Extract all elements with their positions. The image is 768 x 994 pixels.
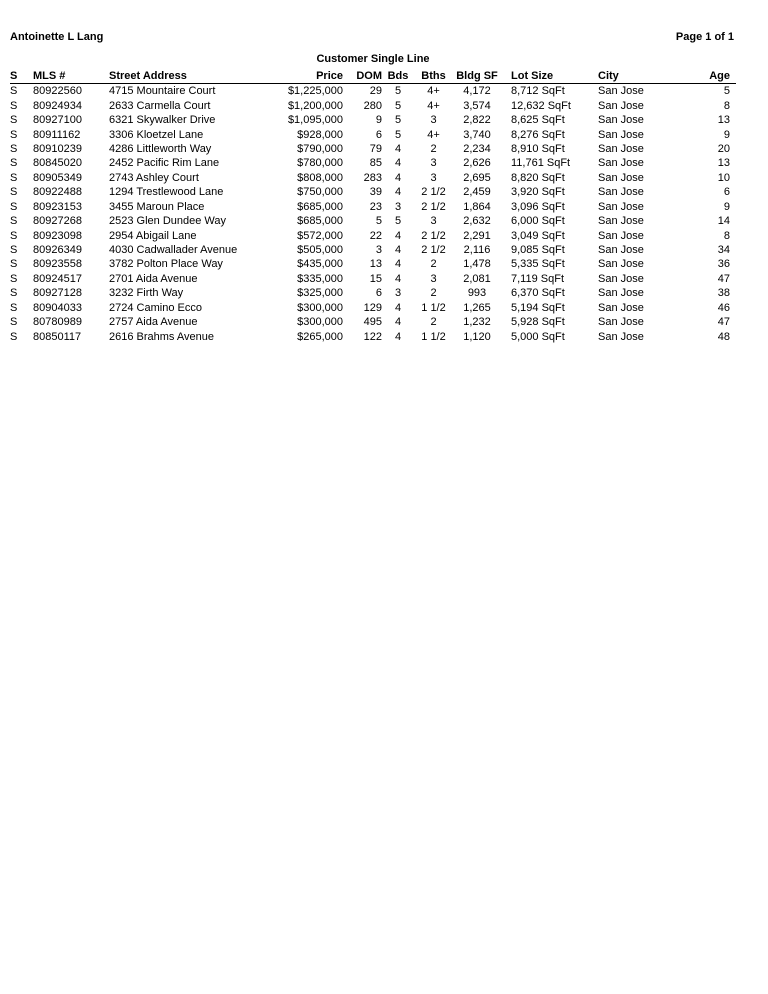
table-row — [10, 286, 736, 300]
cell-lot-size: 3,920 SqFt — [511, 186, 565, 199]
cell-mls: 80924517 — [33, 272, 82, 285]
cell-dom: 129 — [363, 301, 382, 314]
table-row — [10, 228, 736, 242]
cell-dom: 13 — [369, 258, 382, 271]
cell-bldg-sf: 1,864 — [463, 200, 491, 213]
cell-beds: 4 — [394, 258, 402, 271]
cell-street-address: 3306 Kloetzel Lane — [109, 128, 204, 141]
cell-mls: 80927268 — [33, 215, 82, 228]
cell-baths: 3 — [430, 272, 437, 285]
cell-beds: 4 — [394, 229, 402, 242]
cell-bldg-sf: 2,632 — [463, 215, 491, 228]
cell-mls: 80924934 — [33, 99, 82, 112]
cell-age: 46 — [717, 301, 730, 314]
cell-age: 13 — [717, 114, 730, 127]
col-header-baths: Bths — [414, 68, 453, 84]
cell-street-address: 4030 Cadwallader Avenue — [109, 244, 238, 257]
cell-dom: 22 — [369, 229, 382, 242]
cell-baths: 2 — [430, 316, 437, 329]
cell-age: 20 — [717, 142, 730, 155]
cell-city: San Jose — [598, 128, 644, 141]
cell-lot-size: 8,712 SqFt — [511, 85, 565, 98]
cell-mls: 80780989 — [33, 316, 82, 329]
cell-mls: 80910239 — [33, 142, 82, 155]
col-header-dom: DOM — [343, 68, 382, 84]
cell-beds: 5 — [394, 128, 402, 141]
cell-baths: 3 — [430, 215, 437, 228]
cell-bldg-sf: 993 — [467, 287, 487, 300]
cell-price: $300,000 — [297, 301, 343, 314]
cell-city: San Jose — [598, 200, 644, 213]
cell-bldg-sf: 2,695 — [463, 171, 491, 184]
cell-bldg-sf: 3,574 — [463, 99, 491, 112]
table-row — [10, 171, 736, 185]
cell-baths: 3 — [430, 114, 437, 127]
cell-price: $808,000 — [297, 171, 343, 184]
cell-lot-size: 8,910 SqFt — [511, 142, 565, 155]
cell-mls: 80911162 — [33, 128, 81, 141]
cell-mls: 80927128 — [33, 287, 82, 300]
cell-lot-size: 6,000 SqFt — [511, 215, 565, 228]
cell-baths: 1 1/2 — [421, 301, 446, 314]
cell-beds: 5 — [394, 85, 402, 98]
cell-city: San Jose — [598, 301, 644, 314]
cell-city: San Jose — [598, 330, 644, 343]
cell-street-address: 2954 Abigail Lane — [109, 229, 197, 242]
cell-baths: 2 — [430, 287, 437, 300]
cell-city: San Jose — [598, 99, 644, 112]
cell-age: 13 — [717, 157, 730, 170]
cell-city: San Jose — [598, 114, 644, 127]
cell-mls: 80904033 — [33, 301, 82, 314]
cell-baths: 2 1/2 — [421, 229, 446, 242]
cell-lot-size: 5,194 SqFt — [511, 301, 565, 314]
cell-dom: 6 — [375, 287, 382, 300]
cell-bldg-sf: 2,822 — [463, 114, 491, 127]
cell-street-address: 4286 Littleworth Way — [109, 142, 212, 155]
cell-baths: 4+ — [427, 128, 440, 141]
cell-city: San Jose — [598, 171, 644, 184]
cell-street-address: 2724 Camino Ecco — [109, 301, 202, 314]
page-number: Page 1 of 1 — [675, 31, 734, 43]
cell-price: $300,000 — [297, 316, 343, 329]
cell-city: San Jose — [598, 142, 644, 155]
cell-city: San Jose — [598, 272, 644, 285]
cell-mls: 80922488 — [33, 186, 82, 199]
cell-status: S — [10, 128, 18, 141]
table-row — [10, 272, 736, 286]
cell-price: $790,000 — [297, 142, 343, 155]
cell-city: San Jose — [598, 229, 644, 242]
cell-age: 8 — [723, 229, 730, 242]
cell-age: 8 — [723, 99, 730, 112]
cell-bldg-sf: 2,234 — [463, 142, 491, 155]
cell-dom: 23 — [369, 200, 382, 213]
cell-beds: 4 — [394, 186, 402, 199]
report-title: Customer Single Line — [316, 53, 430, 65]
cell-mls: 80923153 — [33, 200, 82, 213]
table-row — [10, 329, 736, 343]
cell-mls: 80923558 — [33, 258, 82, 271]
cell-price: $505,000 — [297, 244, 343, 257]
table-row — [10, 127, 736, 141]
cell-baths: 2 1/2 — [421, 186, 446, 199]
agent-name: Antoinette L Lang — [10, 31, 104, 43]
cell-price: $335,000 — [297, 272, 343, 285]
col-header-city: City — [598, 68, 678, 84]
cell-status: S — [10, 85, 18, 98]
cell-baths: 2 1/2 — [421, 200, 446, 213]
cell-age: 34 — [717, 244, 730, 257]
cell-lot-size: 8,276 SqFt — [511, 128, 565, 141]
cell-price: $265,000 — [297, 330, 343, 343]
cell-status: S — [10, 272, 18, 285]
cell-price: $1,095,000 — [287, 114, 343, 127]
cell-age: 14 — [717, 215, 730, 228]
cell-age: 47 — [717, 316, 730, 329]
cell-price: $435,000 — [297, 258, 343, 271]
table-body — [10, 84, 736, 344]
cell-street-address: 2452 Pacific Rim Lane — [109, 157, 220, 170]
cell-mls: 80845020 — [33, 157, 82, 170]
cell-dom: 9 — [375, 114, 382, 127]
cell-street-address: 3455 Maroun Place — [109, 200, 205, 213]
cell-baths: 4+ — [427, 85, 440, 98]
cell-age: 47 — [717, 272, 730, 285]
cell-status: S — [10, 244, 18, 257]
cell-dom: 6 — [375, 128, 382, 141]
cell-price: $325,000 — [297, 287, 343, 300]
cell-street-address: 2633 Carmella Court — [109, 99, 211, 112]
cell-price: $928,000 — [297, 128, 343, 141]
cell-city: San Jose — [598, 244, 644, 257]
col-header-beds: Bds — [382, 68, 414, 84]
cell-bldg-sf: 1,120 — [463, 330, 491, 343]
table-row — [10, 301, 736, 315]
cell-street-address: 6321 Skywalker Drive — [109, 114, 216, 127]
cell-city: San Jose — [598, 316, 644, 329]
cell-beds: 4 — [394, 316, 402, 329]
cell-beds: 4 — [394, 272, 402, 285]
cell-price: $685,000 — [297, 215, 343, 228]
cell-street-address: 3782 Polton Place Way — [109, 258, 223, 271]
cell-dom: 495 — [363, 316, 382, 329]
cell-status: S — [10, 287, 18, 300]
cell-street-address: 2701 Aida Avenue — [109, 272, 198, 285]
cell-city: San Jose — [598, 258, 644, 271]
cell-beds: 3 — [394, 200, 402, 213]
col-header-bldg-sf: Bldg SF — [453, 68, 501, 84]
table-row — [10, 156, 736, 170]
cell-beds: 5 — [394, 99, 402, 112]
cell-baths: 2 — [430, 258, 437, 271]
cell-status: S — [10, 316, 18, 329]
col-header-age: Age — [678, 68, 736, 84]
cell-dom: 29 — [369, 85, 382, 98]
cell-age: 10 — [717, 171, 730, 184]
table-row — [10, 98, 736, 112]
cell-city: San Jose — [598, 186, 644, 199]
cell-dom: 122 — [363, 330, 382, 343]
cell-lot-size: 8,625 SqFt — [511, 114, 565, 127]
cell-beds: 4 — [394, 301, 402, 314]
cell-bldg-sf: 2,459 — [463, 186, 491, 199]
cell-beds: 3 — [394, 287, 402, 300]
cell-status: S — [10, 186, 18, 199]
cell-mls: 80923098 — [33, 229, 82, 242]
cell-city: San Jose — [598, 287, 644, 300]
table-row — [10, 315, 736, 329]
cell-street-address: 2523 Glen Dundee Way — [109, 215, 226, 228]
table-row — [10, 243, 736, 257]
cell-age: 48 — [717, 330, 730, 343]
col-header-status: S — [10, 68, 33, 84]
cell-lot-size: 3,096 SqFt — [511, 200, 565, 213]
cell-lot-size: 6,370 SqFt — [511, 287, 565, 300]
cell-lot-size: 3,049 SqFt — [511, 229, 565, 242]
cell-dom: 283 — [363, 171, 382, 184]
cell-price: $572,000 — [297, 229, 343, 242]
cell-dom: 3 — [375, 244, 382, 257]
cell-status: S — [10, 114, 18, 127]
cell-mls: 80927100 — [33, 114, 82, 127]
cell-mls: 80905349 — [33, 171, 82, 184]
cell-bldg-sf: 3,740 — [463, 128, 491, 141]
table-row — [10, 200, 736, 214]
cell-dom: 15 — [369, 272, 382, 285]
cell-mls: 80926349 — [33, 244, 82, 257]
cell-city: San Jose — [598, 157, 644, 170]
cell-status: S — [10, 301, 18, 314]
cell-bldg-sf: 2,291 — [463, 229, 491, 242]
cell-price: $685,000 — [297, 200, 343, 213]
cell-dom: 85 — [369, 157, 382, 170]
cell-street-address: 2757 Aida Avenue — [109, 316, 198, 329]
col-header-lot-size: Lot Size — [501, 68, 598, 84]
cell-mls: 80922560 — [33, 85, 82, 98]
cell-baths: 2 — [430, 142, 437, 155]
table-row — [10, 142, 736, 156]
cell-dom: 39 — [369, 186, 382, 199]
cell-price: $1,225,000 — [287, 85, 343, 98]
col-header-mls: MLS # — [33, 68, 109, 84]
cell-street-address: 1294 Trestlewood Lane — [109, 186, 224, 199]
cell-bldg-sf: 2,116 — [463, 244, 491, 257]
cell-beds: 4 — [394, 171, 402, 184]
cell-bldg-sf: 4,172 — [463, 85, 491, 98]
cell-lot-size: 5,000 SqFt — [511, 330, 565, 343]
cell-street-address: 3232 Firth Way — [109, 287, 184, 300]
cell-baths: 1 1/2 — [421, 330, 446, 343]
table-row — [10, 185, 736, 199]
table-row — [10, 113, 736, 127]
cell-lot-size: 7,119 SqFt — [511, 272, 564, 285]
cell-bldg-sf: 1,478 — [463, 258, 491, 271]
table-row — [10, 84, 736, 99]
cell-status: S — [10, 258, 18, 271]
col-header-price: Price — [259, 68, 343, 84]
cell-bldg-sf: 2,081 — [463, 272, 491, 285]
cell-status: S — [10, 171, 18, 184]
cell-age: 9 — [723, 200, 730, 213]
cell-baths: 3 — [430, 157, 437, 170]
cell-baths: 4+ — [427, 99, 440, 112]
cell-status: S — [10, 142, 18, 155]
cell-lot-size: 5,335 SqFt — [511, 258, 565, 271]
cell-price: $780,000 — [297, 157, 343, 170]
table-header-row — [10, 68, 736, 84]
cell-price: $1,200,000 — [287, 99, 343, 112]
cell-bldg-sf: 1,265 — [463, 301, 491, 314]
cell-city: San Jose — [598, 215, 644, 228]
cell-status: S — [10, 229, 18, 242]
cell-beds: 5 — [394, 114, 402, 127]
cell-bldg-sf: 2,626 — [463, 157, 491, 170]
cell-dom: 79 — [369, 142, 382, 155]
cell-status: S — [10, 200, 18, 213]
cell-age: 6 — [723, 186, 730, 199]
cell-lot-size: 9,085 SqFt — [511, 244, 565, 257]
cell-status: S — [10, 215, 18, 228]
table-row — [10, 214, 736, 228]
table-row — [10, 257, 736, 271]
cell-age: 5 — [723, 85, 730, 98]
cell-baths: 3 — [430, 171, 437, 184]
cell-lot-size: 11,761 SqFt — [511, 157, 571, 170]
cell-beds: 4 — [394, 330, 402, 343]
cell-status: S — [10, 330, 18, 343]
cell-street-address: 4715 Mountaire Court — [109, 85, 216, 98]
cell-status: S — [10, 157, 18, 170]
cell-lot-size: 5,928 SqFt — [511, 316, 565, 329]
cell-city: San Jose — [598, 85, 644, 98]
cell-street-address: 2616 Brahms Avenue — [109, 330, 214, 343]
cell-age: 9 — [723, 128, 730, 141]
cell-age: 36 — [717, 258, 730, 271]
listings-table — [10, 68, 736, 344]
cell-street-address: 2743 Ashley Court — [109, 171, 199, 184]
cell-mls: 80850117 — [33, 330, 82, 343]
cell-lot-size: 8,820 SqFt — [511, 171, 565, 184]
cell-beds: 4 — [394, 142, 402, 155]
cell-beds: 4 — [394, 244, 402, 257]
cell-price: $750,000 — [297, 186, 343, 199]
col-header-street-address: Street Address — [109, 68, 259, 84]
cell-age: 38 — [717, 287, 730, 300]
cell-status: S — [10, 99, 18, 112]
cell-dom: 5 — [375, 215, 382, 228]
cell-bldg-sf: 1,232 — [463, 316, 491, 329]
cell-beds: 4 — [394, 157, 402, 170]
cell-baths: 2 1/2 — [421, 244, 446, 257]
cell-beds: 5 — [394, 215, 402, 228]
cell-dom: 280 — [363, 99, 382, 112]
cell-lot-size: 12,632 SqFt — [511, 99, 571, 112]
